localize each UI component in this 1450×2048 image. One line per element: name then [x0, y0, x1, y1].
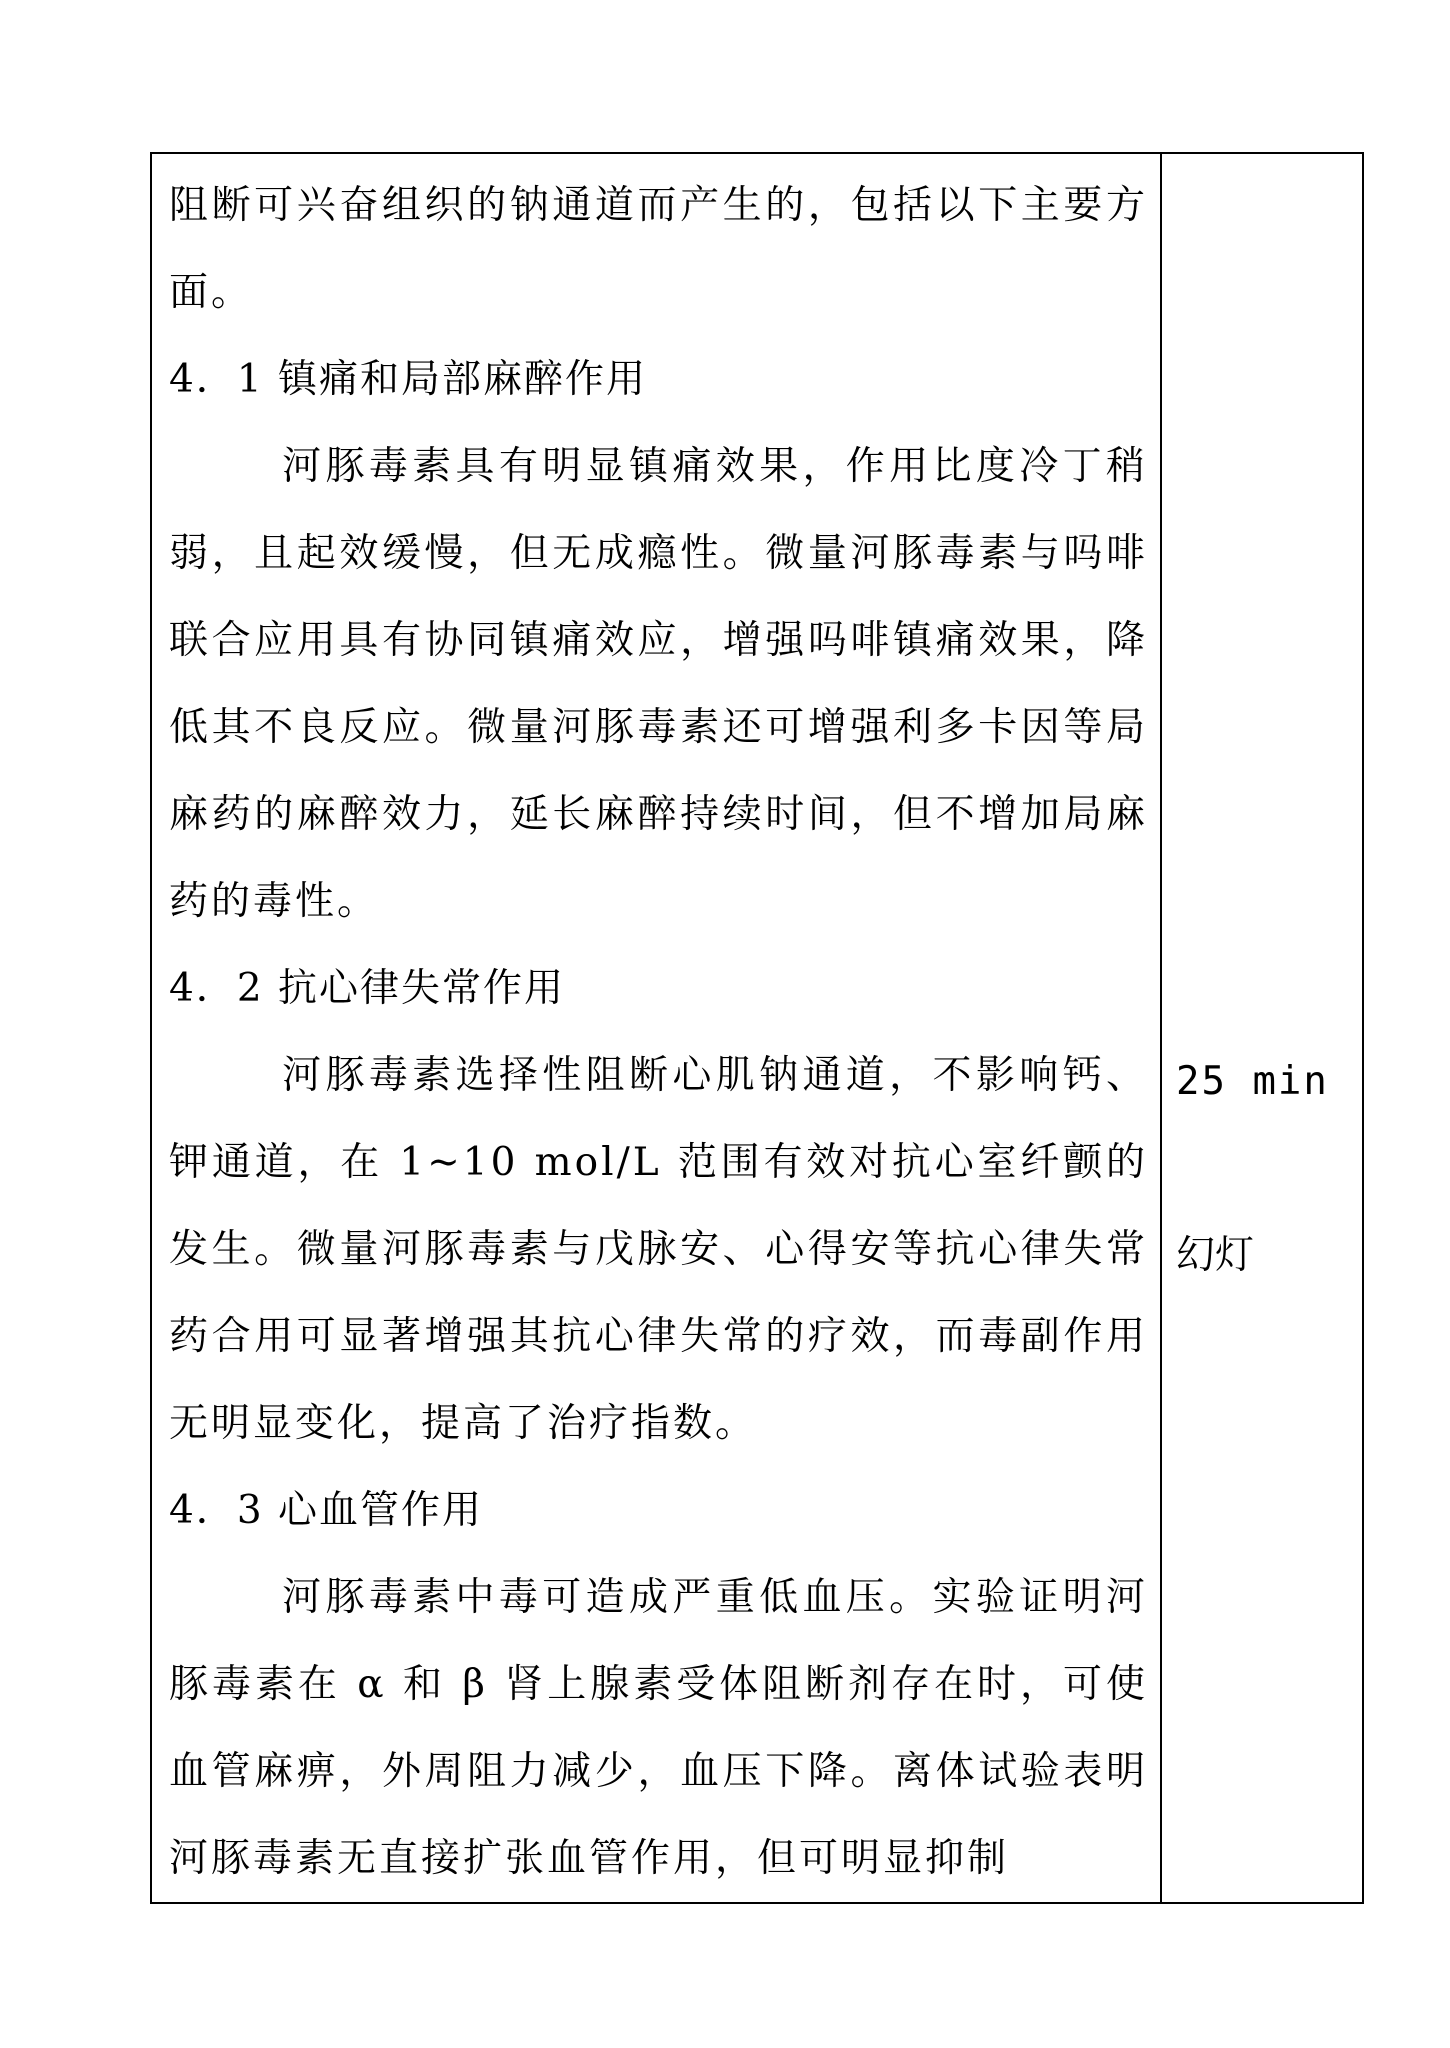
section-heading-4-1: 4．1 镇痛和局部麻醉作用 [169, 357, 648, 402]
content-cell [151, 153, 1161, 1903]
section-body-4-3: 河豚毒素中毒可造成严重低血压。实验证明河豚毒素在 α 和 β 肾上腺素受体阻断剂存在时，可使血管麻痹，外周阻力减少，血压下降。离体试验表明河豚毒素无直接扩张血管作用，但可明显抑制 [169, 1575, 1148, 1881]
section-body-4-2: 河豚毒素选择性阻断心肌钠通道，不影响钙、钾通道，在 1~10 mol/L 范围有效对抗心室纤颤的发生。微量河豚毒素与戊脉安、心得安等抗心律失常药合用可显著增强其抗心律失常的疗效，而毒副作用无明显变化，提高了治疗指数。 [169, 1053, 1148, 1446]
intro-paragraph: 阻断可兴奋组织的钠通道而产生的，包括以下主要方面。 [169, 183, 1148, 315]
table-row [151, 153, 1363, 1903]
section-body-4-1: 河豚毒素具有明显镇痛效果，作用比度冷丁稍弱，且起效缓慢，但无成瘾性。微量河豚毒素与吗啡联合应用具有协同镇痛效应，增强吗啡镇痛效果，降低其不良反应。微量河豚毒素还可增强利多卡因等局麻药的麻醉效力，延长麻醉持续时间，但不增加局麻药的毒性。 [169, 444, 1148, 924]
side-cell [1161, 153, 1363, 1903]
lesson-plan-table [150, 152, 1364, 1904]
side-notes [1162, 1038, 1362, 1299]
content-text-block [152, 154, 1160, 1902]
teaching-media: 幻灯 [1176, 1233, 1255, 1278]
time-allocation: 25 min [1176, 1059, 1329, 1104]
section-heading-4-2: 4．2 抗心律失常作用 [169, 966, 566, 1011]
section-heading-4-3: 4．3 心血管作用 [169, 1488, 484, 1533]
